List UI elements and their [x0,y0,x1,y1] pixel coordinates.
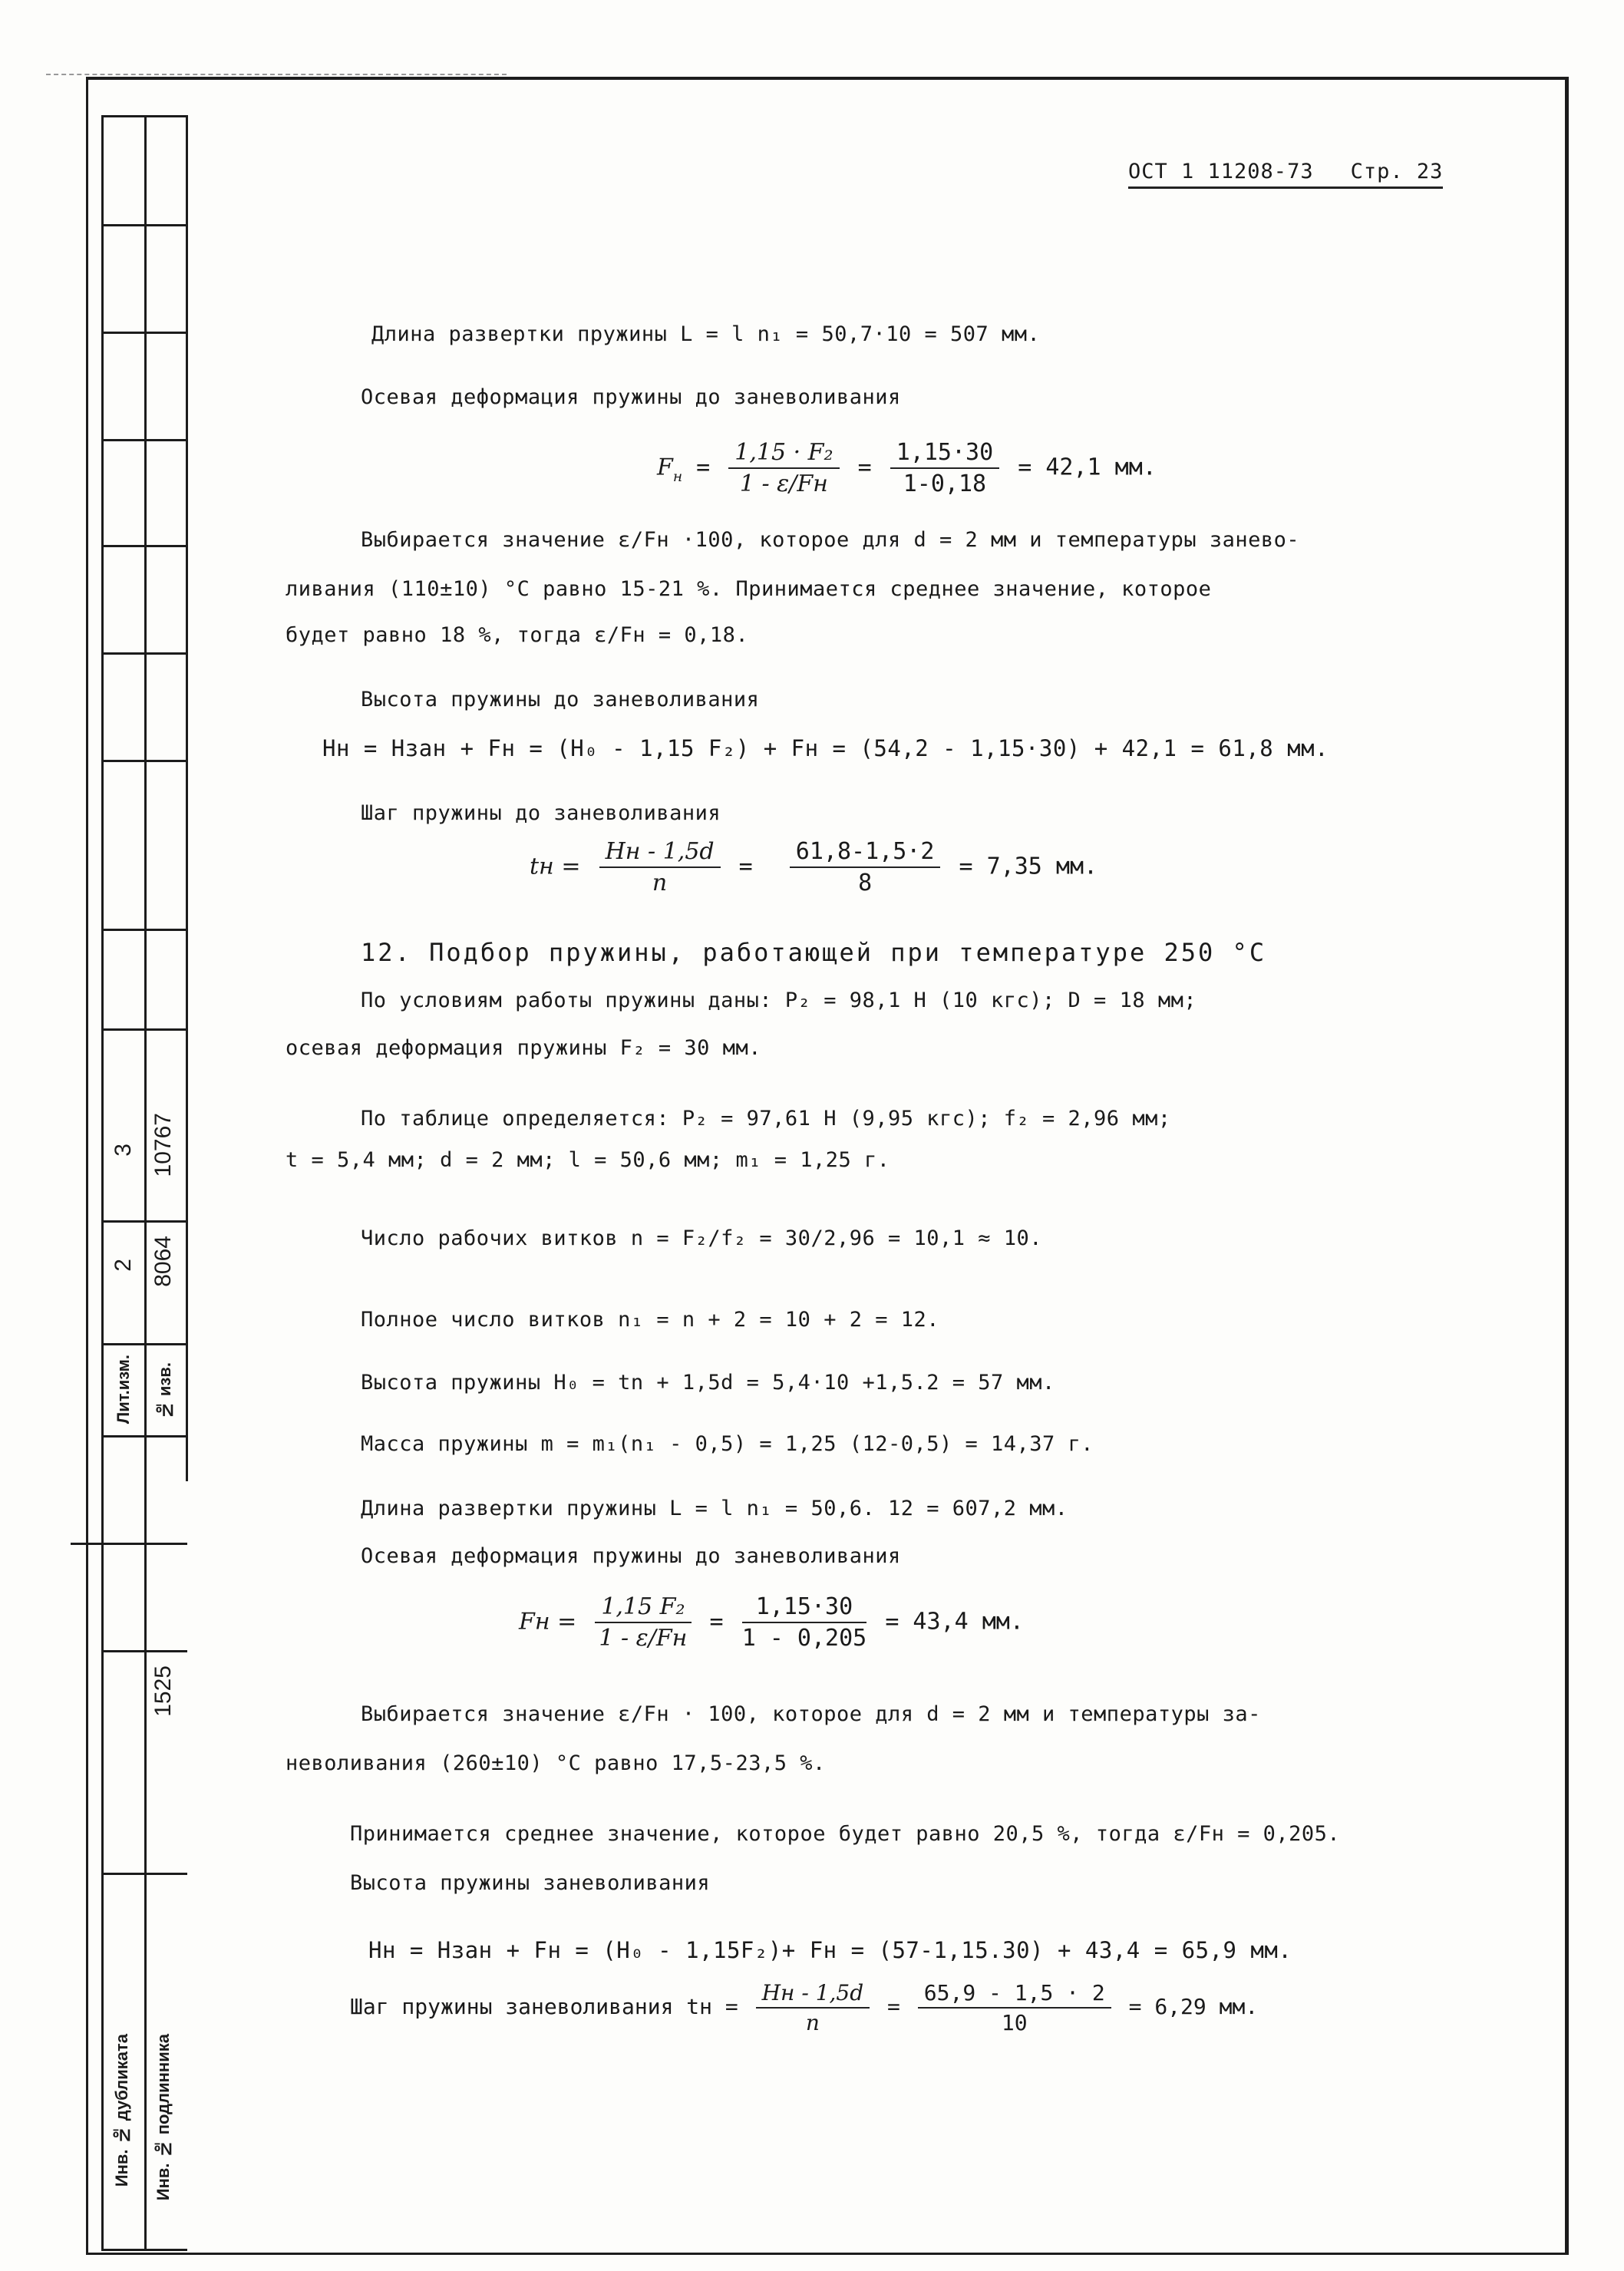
body-line: Масса пружины m = m₁(n₁ - 0,5) = 1,25 (12-0,5) = 14,37 г. [361,1432,1094,1456]
strip-rule [101,1343,187,1345]
formula-lhs: Шаг пружины заневоливания tн = [350,1994,738,2019]
body-line: Высота пружины H₀ = tn + 1,5d = 5,4·10 +1,5.2 = 57 мм. [361,1371,1055,1395]
rev-number-b: 3 [111,1144,136,1157]
formula-pitch-1: tн = $\frac{Hн - 1,5d}{n}$ = $\frac{61,8-1,5\cdot 2}{8}$ = 7,35 мм. [530,838,1098,896]
body-line: Длина развертки пружины L = l n₁ = 50,7·10 = 507 мм. [371,322,1041,346]
denominator: 10 [1001,2010,1028,2035]
strip-rule [101,760,187,762]
body-line: Высота пружины до заневоливания [361,688,760,711]
fraction [890,439,999,497]
formula-height-2: Hн = Hзан + Fн = (H₀ - 1,15F₂)+ Fн = (57-1,15.30) + 43,4 = 65,9 мм. [368,1937,1292,1963]
strip-line [144,115,147,2249]
izv-number-label: № изв. [155,1362,174,1421]
denominator: 1-0,18 [903,470,987,497]
denominator: 1 - 0,205 [741,1625,867,1652]
strip-rule [101,929,187,931]
strip-rule [101,1435,187,1438]
strip-rule [101,224,187,226]
body-line: Длина развертки пружины L = l n₁ = 50,6. 12 = 607,2 мм. [361,1497,1068,1520]
page-number: Стр. 23 [1350,160,1444,183]
strip-rule [101,439,187,441]
body-line: Число рабочих витков n = F₂/f₂ = 30/2,96 = 10,1 ≈ 10. [361,1226,1043,1250]
strip-line [101,115,104,2249]
standard-code: ОСТ 1 11208-73 [1128,160,1314,183]
formula-height-1: Hн = Hзан + Fн = (H₀ - 1,15 F₂) + Fн = (54,2 - 1,15·30) + 42,1 = 61,8 мм. [322,735,1329,761]
notice-number-b: 10767 [150,1113,176,1177]
formula-deformation-2: Fн = $\frac{\text{1,15 F₂}}{1 - \varepsilon/Fн}$ = $\frac{1,15\cdot 30}{1 - 0,205}$ = 43,4 мм. [519,1593,1024,1652]
notice-number-a: 8064 [150,1236,176,1287]
denominator: n [805,2010,820,2035]
numerator: 1,15·30 [742,1593,867,1623]
fraction [742,1593,867,1652]
denominator: 1 - ε/Fн [599,1625,688,1652]
numerator: 65,9 - 1,5 · 2 [918,1980,1111,2009]
strip-rule [101,1220,187,1223]
original-inventory-label: Инв. № подлинника [153,2034,173,2201]
page-header [1128,160,1443,189]
fraction [790,838,941,896]
formula-result: = 6,29 мм. [1128,1994,1259,2019]
formula-result: = 42,1 мм. [1018,454,1157,481]
body-line: Выбирается значение ε/Fн · 100, которое для d = 2 мм и температуры за- [361,1702,1261,1726]
rev-number-a: 2 [111,1259,136,1272]
fraction [595,1593,691,1652]
body-line: осевая деформация пружины F₂ = 30 мм. [286,1036,761,1060]
formula-pitch-2: Шаг пружины заневоливания tн = $\frac{Hн - 1,5d}{n}$ = $\frac{65,9 - 1,5 \cdot 2}{10}$ = 6,29 мм. [350,1980,1259,2035]
duplicate-inventory-label: Инв. № дубликата [112,2034,131,2187]
lit-izm-label: Лит.изм. [114,1355,133,1424]
strip-rule [101,545,187,547]
section-heading: 12. Подбор пружины, работающей при температуре 250 °С [361,938,1267,967]
formula-lhs: F [657,454,673,481]
denominator: 1 - ε/Fн [739,470,828,497]
denominator: 8 [858,870,873,896]
strip-rule [101,115,187,117]
formula-lhs: Fн = [519,1608,577,1636]
body-line: Полное число витков n₁ = n + 2 = 10 + 2 = 12. [361,1308,939,1332]
body-line: Осевая деформация пружины до заневоливания [361,385,901,409]
fraction [918,1980,1111,2035]
body-line: t = 5,4 мм; d = 2 мм; l = 50,6 мм; m₁ = 1,25 г. [286,1148,890,1172]
body-line: ливания (110±10) °С равно 15-21 %. Принимается среднее значение, которое [286,577,1212,601]
strip-rule [101,1028,187,1031]
formula-deformation-1: $F_н$ = $\frac{\text{1,15 · F₂}}{1 - \varepsilon/Fн}$ = $\frac{1,15\cdot 30}{1-0,18}$ = 42,1 мм. [657,439,1157,497]
body-line: По таблице определяется: P₂ = 97,61 Н (9,95 кгс); f₂ = 2,96 мм; [361,1107,1171,1131]
fraction [599,838,721,896]
fraction [728,439,839,497]
formula-lhs: tн = [530,853,581,880]
body-line: Высота пружины заневоливания [350,1871,711,1895]
numerator: 1,15·30 [890,439,999,469]
body-line: Шаг пружины до заневоливания [361,801,721,825]
strip-rule [101,332,187,334]
strip-rule [101,1650,187,1652]
strip-rule [71,1543,187,1545]
denominator: n [652,870,668,896]
body-line: Выбирается значение ε/Fн ·100, которое для d = 2 мм и температуры занево- [361,528,1300,552]
top-scan-edge [46,74,507,75]
body-line: Принимается среднее значение, которое будет равно 20,5 %, тогда ε/Fн = 0,205. [350,1822,1341,1846]
formula-result: = 7,35 мм. [959,853,1098,880]
inventory-number: 1525 [150,1665,176,1717]
formula-result: = 43,4 мм. [885,1608,1024,1636]
numerator: Hн - 1,5d [756,1980,870,2009]
numerator: 1,15 F₂ [595,1593,691,1623]
strip-rule [101,652,187,655]
body-line: По условиям работы пружины даны: P₂ = 98,1 Н (10 кгс); D = 18 мм; [361,989,1197,1012]
body-line: будет равно 18 %, тогда ε/Fн = 0,18. [286,623,749,647]
numerator: 61,8-1,5·2 [790,838,941,868]
fraction [756,1980,870,2035]
strip-line [186,115,188,1481]
numerator: 1,15 · F₂ [728,439,839,469]
body-line: Осевая деформация пружины до заневоливания [361,1544,901,1568]
strip-rule [101,2249,187,2251]
revision-strip [101,115,187,2249]
body-line: неволивания (260±10) °С равно 17,5-23,5 %. [286,1751,826,1775]
strip-rule [101,1873,187,1875]
numerator: Hн - 1,5d [599,838,721,868]
